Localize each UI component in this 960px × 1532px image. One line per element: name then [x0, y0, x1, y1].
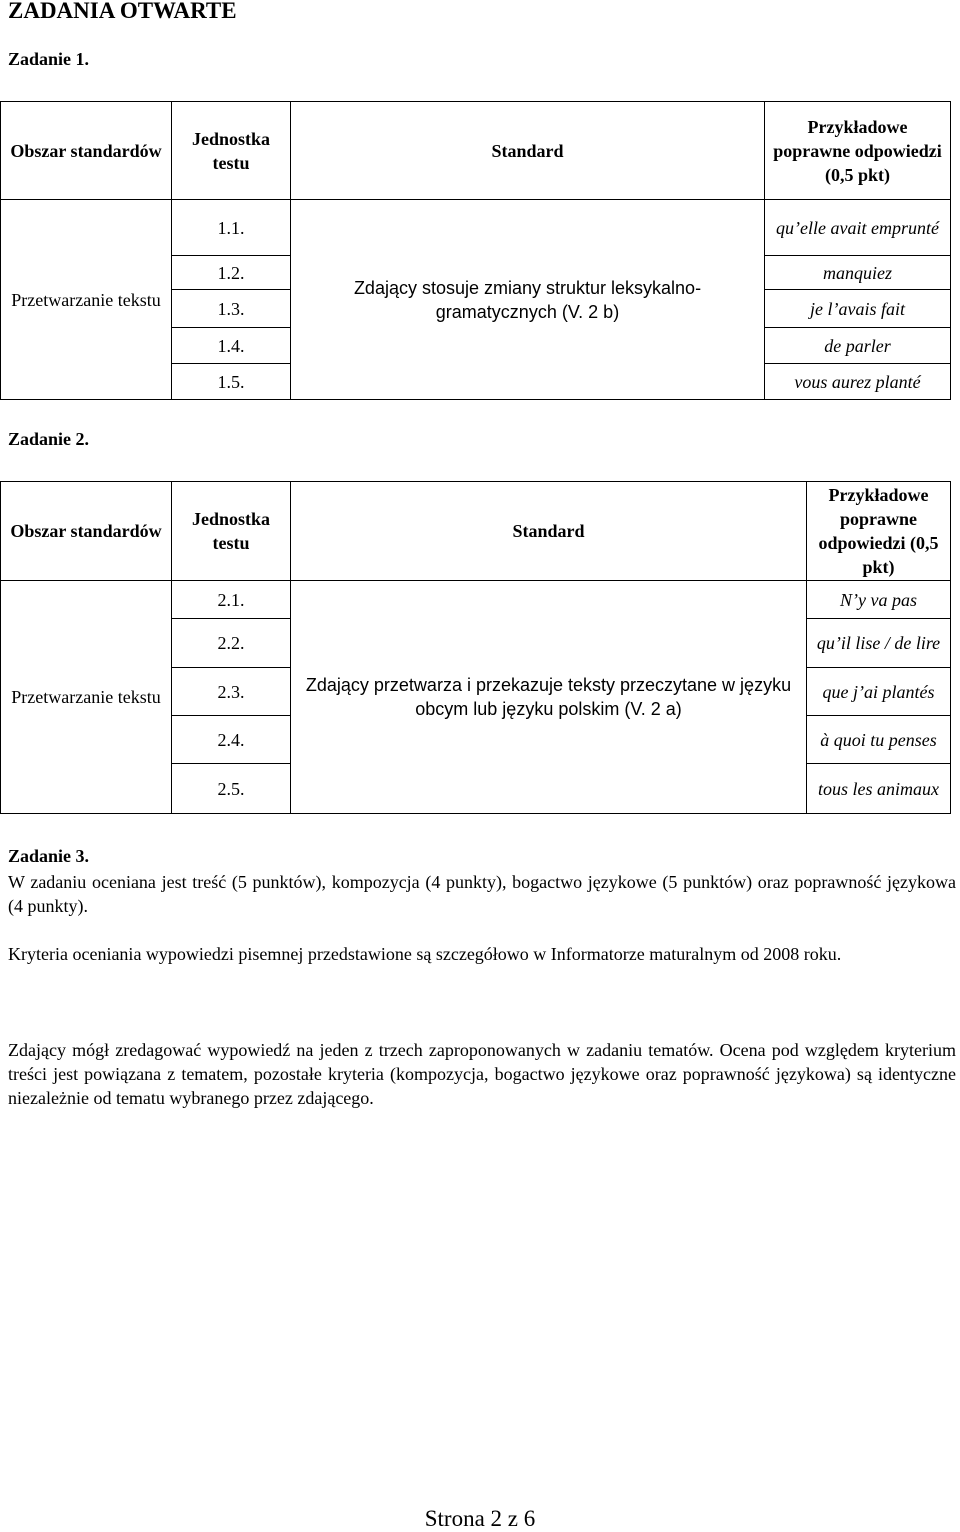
unit-cell: 1.5.: [172, 364, 291, 400]
standard-cell: Zdający stosuje zmiany struktur leksykalno-gramatycznych (V. 2 b): [291, 200, 765, 400]
unit-cell: 1.2.: [172, 256, 291, 290]
header-answers: Przykładowe poprawne odpowiedzi (0,5 pkt): [765, 102, 951, 200]
header-unit: Jednostka testu: [172, 102, 291, 200]
paragraph: W zadaniu oceniana jest treść (5 punktów), kompozycja (4 punkty), bogactwo językowe (5 punktów) oraz poprawność językowa (4 punkty).: [8, 872, 956, 916]
task3-heading: Zadanie 3.: [8, 846, 90, 866]
answer-cell: manquiez: [765, 256, 951, 290]
unit-cell: 2.5.: [172, 764, 291, 814]
page-title: ZADANIA OTWARTE: [8, 0, 237, 23]
header-area: Obszar standardów: [1, 102, 172, 200]
area-cell: Przetwarzanie tekstu: [1, 200, 172, 400]
unit-cell: 2.4.: [172, 716, 291, 764]
answer-cell: que j’ai plantés: [807, 668, 951, 716]
unit-cell: 2.2.: [172, 619, 291, 668]
unit-cell: 1.1.: [172, 200, 291, 256]
answer-cell: vous aurez planté: [765, 364, 951, 400]
answer-cell: je l’avais fait: [765, 290, 951, 328]
unit-cell: 1.4.: [172, 328, 291, 364]
answer-cell: qu’elle avait emprunté: [765, 200, 951, 256]
answer-cell: tous les animaux: [807, 764, 951, 814]
header-unit: Jednostka testu: [172, 482, 291, 581]
unit-cell: 2.3.: [172, 668, 291, 716]
unit-cell: 2.1.: [172, 581, 291, 619]
answer-cell: de parler: [765, 328, 951, 364]
task1-heading: Zadanie 1.: [8, 49, 90, 69]
header-standard: Standard: [291, 482, 807, 581]
standard-cell: Zdający przetwarza i przekazuje teksty przeczytane w języku obcym lub języku polskim (V. 2 a): [291, 581, 807, 814]
answer-cell: à quoi tu penses: [807, 716, 951, 764]
header-answers: Przykładowe poprawne odpowiedzi (0,5 pkt): [807, 482, 951, 581]
answer-cell: qu’il lise / de lire: [807, 619, 951, 668]
task1-table: [0, 101, 951, 400]
page-footer: Strona 2 z 6: [424, 1506, 536, 1531]
header-standard: Standard: [291, 102, 765, 200]
paragraph: Zdający mógł zredagować wypowiedź na jeden z trzech zaproponowanych w zadaniu tematów. Ocena pod względem kryterium treści jest powiązana z tematem, pozostałe kryteria (kompozycja, bogactwo językowe oraz poprawność językowa) są identyczne niezależnie od tematu wybranego przez zdającego.: [8, 1040, 956, 1108]
area-cell: Przetwarzanie tekstu: [1, 581, 172, 814]
task2-table: [0, 481, 951, 814]
paragraph: Kryteria oceniania wypowiedzi pisemnej przedstawione są szczegółowo w Informatorze maturalnym od 2008 roku.: [8, 944, 842, 964]
header-area: Obszar standardów: [1, 482, 172, 581]
unit-cell: 1.3.: [172, 290, 291, 328]
task2-heading: Zadanie 2.: [8, 429, 90, 449]
answer-cell: N’y va pas: [807, 581, 951, 619]
